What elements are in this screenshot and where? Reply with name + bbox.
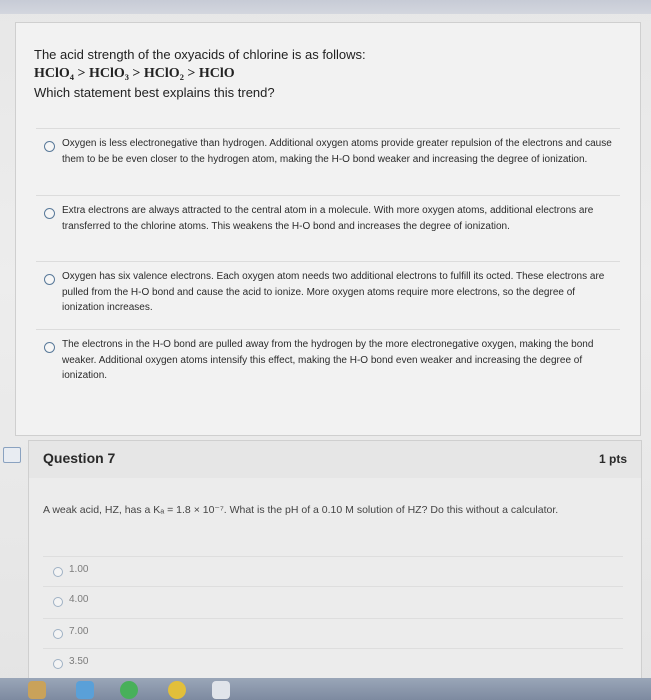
answer-4[interactable]: [43, 648, 623, 679]
option-4-text: The electrons in the H-O bond are pulled away from the hydrogen by the more electronegative oxygen, making the bond weaker. Additional oxygen atoms intensify this effect, making the H-O bond even weaker and increasing the degree of ionization.: [62, 339, 594, 381]
radio-button[interactable]: [53, 567, 63, 577]
question-7-header: [28, 440, 642, 480]
app-icon[interactable]: [212, 681, 230, 699]
browser-top-strip: [0, 0, 651, 14]
app-icon[interactable]: [120, 681, 138, 699]
option-1-text: Oxygen is less electronegative than hydrogen. Additional oxygen atoms provide greater repulsion of the electrons and cause them to be be even closer to the hydrogen atom, making the H-O bond weaker and increasing the degree of ionization.: [62, 138, 612, 165]
question-6-card: [15, 22, 641, 436]
question-7-title: Question 7: [43, 450, 116, 466]
option-4[interactable]: [36, 329, 620, 394]
radio-button[interactable]: [53, 597, 63, 607]
question-6-stem: [34, 45, 624, 102]
question-7-points: 1 pts: [598, 452, 627, 466]
option-3[interactable]: [36, 261, 620, 326]
answer-2[interactable]: [43, 586, 623, 617]
question-6-prompt: Which statement best explains this trend?: [34, 85, 275, 100]
option-2-text: Extra electrons are always attracted to the central atom in a molecule. With more oxygen atoms, additional electrons are transferred to the chlorine atoms. This weakens the H-O bond and increases the degree of ionization.: [62, 205, 594, 232]
radio-button[interactable]: [53, 629, 63, 639]
radio-button[interactable]: [53, 659, 63, 669]
flag-icon[interactable]: [3, 447, 21, 463]
question-6-intro: The acid strength of the oxyacids of chlorine is as follows:: [34, 47, 366, 62]
question-6-formula: HClO₄ > HClO₃ > HClO₂ > HClO: [34, 66, 235, 81]
app-icon[interactable]: [76, 681, 94, 699]
app-icon[interactable]: [168, 681, 186, 699]
app-icon[interactable]: [28, 681, 46, 699]
radio-button[interactable]: [44, 342, 55, 353]
question-7-text: A weak acid, HZ, has a Kₐ = 1.8 × 10⁻⁷. What is the pH of a 0.10 M solution of HZ? Do this without a calculator.: [43, 504, 559, 516]
option-1[interactable]: [36, 128, 620, 193]
question-7-body: [28, 478, 642, 700]
answer-2-label: 4.00: [69, 594, 89, 605]
radio-button[interactable]: [44, 274, 55, 285]
answer-1[interactable]: [43, 556, 623, 587]
radio-button[interactable]: [44, 141, 55, 152]
answer-4-label: 3.50: [69, 656, 89, 667]
answer-1-label: 1.00: [69, 564, 89, 575]
option-2[interactable]: [36, 195, 620, 260]
radio-button[interactable]: [44, 208, 55, 219]
answer-3-label: 7.00: [69, 626, 89, 637]
taskbar-dock: [0, 678, 651, 700]
answer-3[interactable]: [43, 618, 623, 649]
option-3-text: Oxygen has six valence electrons. Each oxygen atom needs two additional electrons to fulfill its octed. These electrons are pulled from the H-O bond and cause the acid to ionize. More oxygen atoms require more electrons, so the degree of ionization increases.: [62, 271, 605, 313]
